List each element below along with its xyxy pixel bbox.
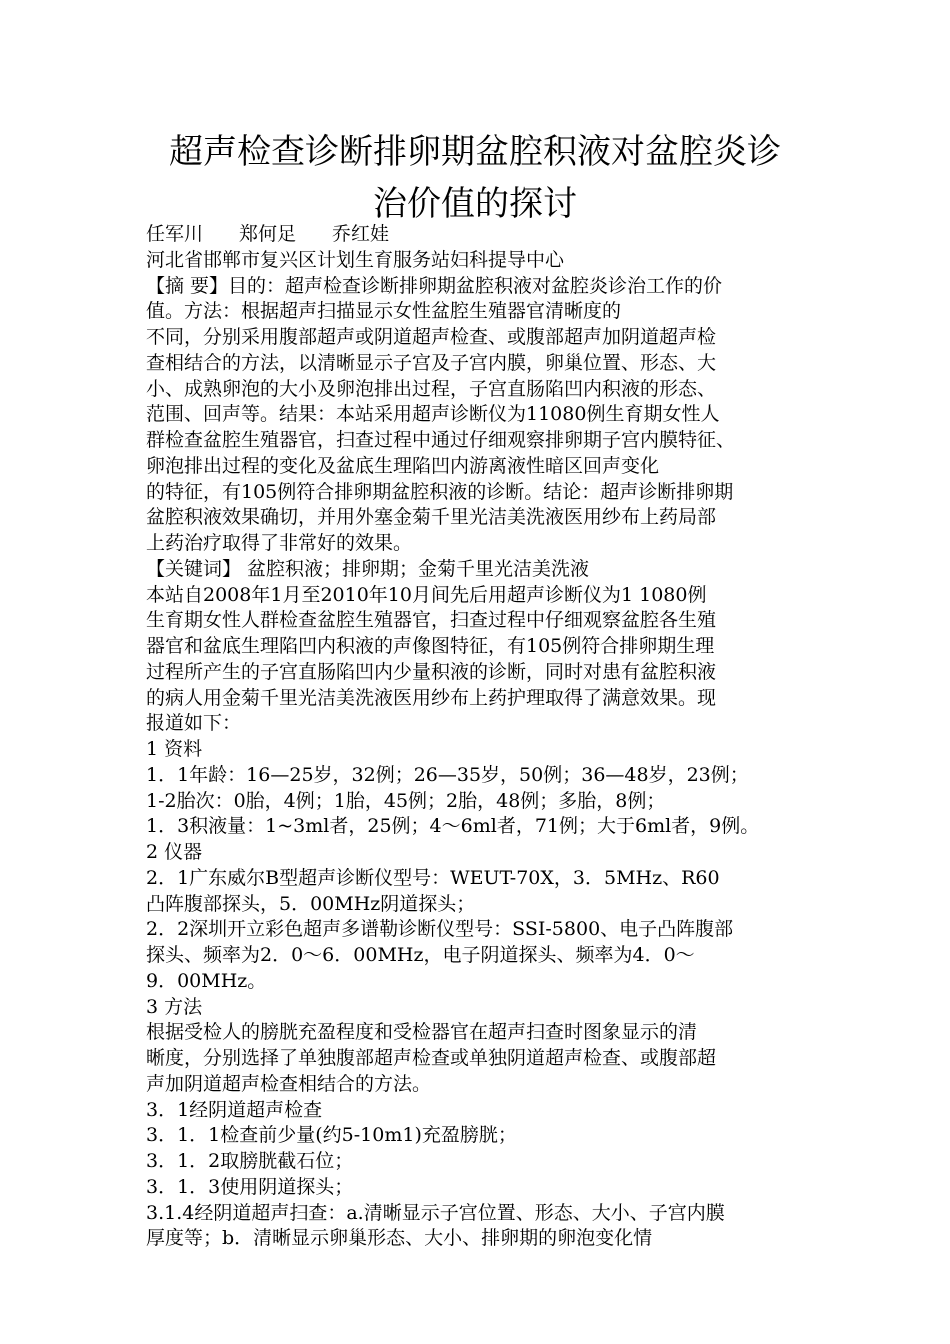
body-line: 2．2深圳开立彩色超声多谱勒诊断仪型号：SSI-5800、电子凸阵腹部 <box>146 918 734 941</box>
abstract-line: 查相结合的方法，以清晰显示子宫及子宫内膜，卵巢位置、形态、大 <box>146 351 717 374</box>
body-line: 晰度，分别选择了单独腹部超声检查或单独阴道超声检查、或腹部超 <box>146 1047 717 1069</box>
body-line: 3．1．2取膀胱截石位； <box>146 1150 354 1172</box>
abstract-line: 卵泡排出过程的变化及盆底生理陷凹内游离液性暗区回声变化 <box>146 454 660 477</box>
abstract-line: 盆腔积液效果确切，并用外塞金菊千里光洁美洗液医用纱布上药局部 <box>146 506 717 529</box>
abstract-line: 范围、回声等。结果：本站采用超声诊断仪为11080例生育期女性人 <box>146 403 720 426</box>
body-line: 3.1.4经阴道超声扫查：a.清晰显示子宫位置、形态、大小、子宫内膜 <box>146 1201 725 1224</box>
abstract-line: 上药治疗取得了非常好的效果。 <box>146 532 413 554</box>
document-body <box>146 222 816 1252</box>
body-line: 9．00MHz。 <box>146 969 267 992</box>
body-line: 3．1．3使用阴道探头； <box>146 1175 354 1198</box>
body-line: 本站自2008年1月至2010年10月间先后用超声诊断仪为1 1080例 <box>146 583 707 606</box>
subsection-heading: 3．1经阴道超声检查 <box>146 1098 323 1121</box>
abstract-line: 不同，分别采用腹部超声或阴道超声检查、或腹部超声加阴道超声检 <box>146 326 717 348</box>
abstract-line: 【摘 要】目的：超声检查诊断排卵期盆腔积液对盆腔炎诊治工作的价 <box>146 274 723 297</box>
section-heading: 1 资料 <box>146 738 203 760</box>
body-line: 1．3积液量：1~3ml者，25例；4～6ml者，71例；大于6ml者，9例。 <box>146 815 760 838</box>
affiliation: 河北省邯郸市复兴区计划生育服务站妇科提导中心 <box>146 248 565 271</box>
author-name: 任军川 <box>146 223 204 245</box>
body-line: 声加阴道超声检查相结合的方法。 <box>146 1072 432 1095</box>
abstract-section <box>146 274 816 583</box>
body-line: 报道如下： <box>146 712 242 735</box>
body-line: 1．1年龄：16—25岁，32例；26—35岁，50例；36—48岁，23例； <box>146 763 749 786</box>
body-line: 过程所产生的子宫直肠陷凹内少量积液的诊断，同时对患有盆腔积液 <box>146 660 717 683</box>
body-line: 凸阵腹部探头，5．00MHz阴道探头； <box>146 892 476 915</box>
abstract-line: 值。方法：根据超声扫描显示女性盆腔生殖器官清晰度的 <box>146 300 622 323</box>
document-title-line-2: 治价值的探讨 <box>373 184 577 224</box>
body-line: 探头、频率为2．0～6．00MHz，电子阴道探头、频率为4．0～ <box>146 944 695 966</box>
author-list <box>146 222 816 248</box>
body-line: 的病人用金菊千里光洁美洗液医用纱布上药护理取得了满意效果。现 <box>146 686 717 709</box>
body-line: 2．1广东威尔B型超声诊断仪型号：WEUT-70X，3．5MHz、R60 <box>146 866 720 889</box>
abstract-line: 小、成熟卵泡的大小及卵泡排出过程，子宫直肠陷凹内积液的形态、 <box>146 377 717 400</box>
section-heading: 3 方法 <box>146 995 203 1018</box>
body-line: 1-2胎次：0胎，4例；1胎，45例；2胎，48例；多胎，8例； <box>146 789 666 812</box>
abstract-line: 的特征，有105例符合排卵期盆腔积液的诊断。结论：超声诊断排卵期 <box>146 480 734 503</box>
author-name: 郑何足 <box>239 223 297 245</box>
document-title-line-1: 超声检查诊断排卵期盆腔积液对盆腔炎诊 <box>169 132 781 172</box>
body-line: 3．1．1检查前少量(约5-10m1)充盈膀胱； <box>146 1124 517 1147</box>
body-line: 厚度等；b．清晰显示卵巢形态、大小、排卵期的卵泡变化情 <box>146 1227 653 1250</box>
abstract-line: 群检查盆腔生殖器官，扫查过程中通过仔细观察排卵期子宫内膜特征、 <box>146 429 736 451</box>
body-line: 生育期女性人群检查盆腔生殖器官，扫查过程中仔细观察盆腔各生殖 <box>146 609 717 632</box>
body-line: 根据受检人的膀胱充盈程度和受检器官在超声扫查时图象显示的清 <box>146 1021 698 1044</box>
body-line: 器官和盆底生理陷凹内积液的声像图特征，有105例符合排卵期生理 <box>146 635 715 657</box>
keywords-line: 【关键词】 盆腔积液；排卵期；金菊千里光洁美洗液 <box>146 557 590 580</box>
main-text-section <box>146 583 816 1253</box>
section-heading: 2 仪器 <box>146 841 203 863</box>
author-name: 乔红娃 <box>332 223 390 245</box>
